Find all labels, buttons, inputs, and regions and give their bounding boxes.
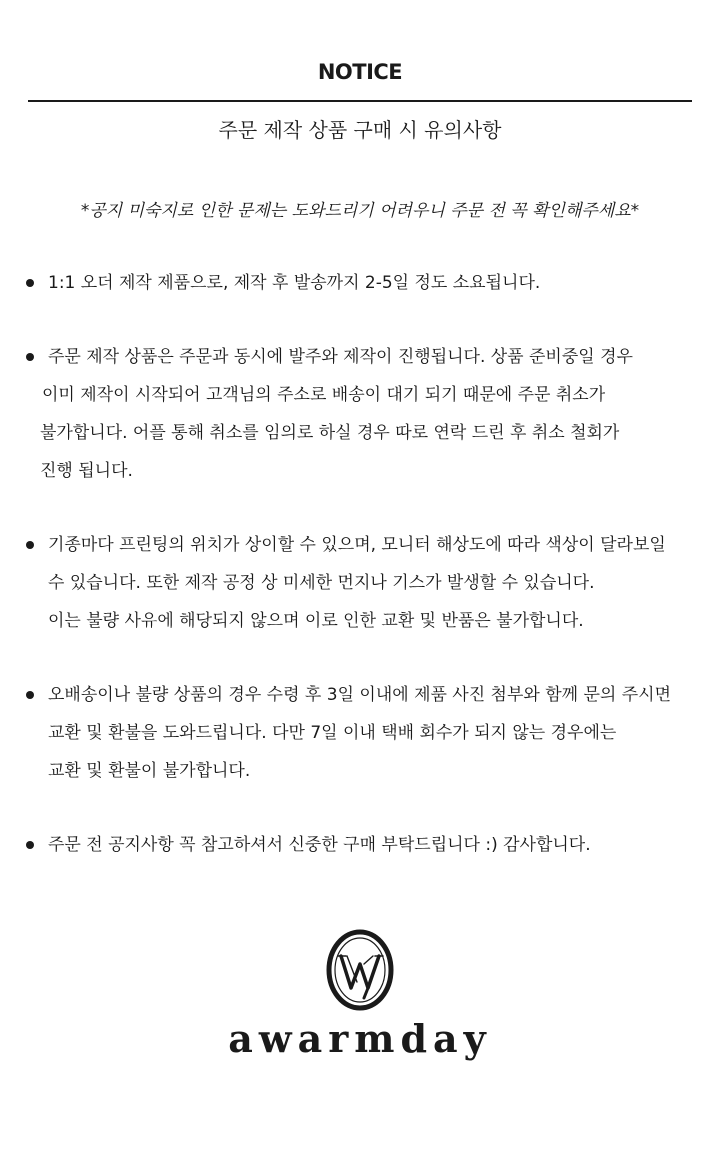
- brand-name: awarmday: [228, 1016, 492, 1061]
- item-line: 기종마다 프린팅의 위치가 상이할 수 있으며, 모니터 해상도에 따라 색상이 달라보일: [48, 535, 666, 555]
- bullet-icon: [26, 353, 34, 361]
- item-line: 오배송이나 불량 상품의 경우 수령 후 3일 이내에 제품 사진 첨부와 함께 문의 주시면: [48, 685, 671, 705]
- item-line: 교환 및 환불이 불가합니다.: [48, 761, 251, 781]
- item-line: 1:1 오더 제작 제품으로, 제작 후 발송까지 2-5일 정도 소요됩니다.: [48, 273, 541, 293]
- item-line: 진행 됩니다.: [40, 461, 133, 481]
- title-divider: [28, 100, 692, 102]
- item-line: 교환 및 환불을 도와드립니다. 다만 7일 이내 택배 회수가 되지 않는 경우에는: [48, 723, 617, 743]
- item-line: 주문 제작 상품은 주문과 동시에 발주와 제작이 진행됩니다. 상품 준비중일 경우: [48, 347, 633, 367]
- bullet-icon: [26, 279, 34, 287]
- list-item: [26, 526, 666, 640]
- list-item: [26, 676, 671, 790]
- list-item: [26, 264, 540, 302]
- bullet-icon: [26, 841, 34, 849]
- item-line: 주문 전 공지사항 꼭 참고하셔서 신중한 구매 부탁드립니다 :) 감사합니다.: [48, 835, 591, 855]
- item-line: 수 있습니다. 또한 제작 공정 상 미세한 먼지나 기스가 발생할 수 있습니다.: [48, 573, 595, 593]
- list-item: [26, 826, 591, 864]
- item-line: 이는 불량 사유에 해당되지 않으며 이로 인한 교환 및 반품은 불가합니다.: [48, 611, 584, 631]
- bullet-icon: [26, 691, 34, 699]
- bullet-icon: [26, 541, 34, 549]
- notice-warning: *공지 미숙지로 인한 문제는 도와드리기 어려우니 주문 전 꼭 확인해주세요*: [80, 201, 640, 221]
- item-line: 불가합니다. 어플 통해 취소를 임의로 하실 경우 따로 연락 드린 후 취소 철회가: [40, 423, 620, 443]
- item-line: 이미 제작이 시작되어 고객님의 주소로 배송이 대기 되기 때문에 주문 취소가: [42, 385, 606, 405]
- notice-title: NOTICE: [317, 60, 403, 84]
- list-item: [26, 338, 633, 490]
- notice-subtitle: 주문 제작 상품 구매 시 유의사항: [218, 118, 502, 142]
- circle-wy-monogram-icon: [324, 926, 396, 1014]
